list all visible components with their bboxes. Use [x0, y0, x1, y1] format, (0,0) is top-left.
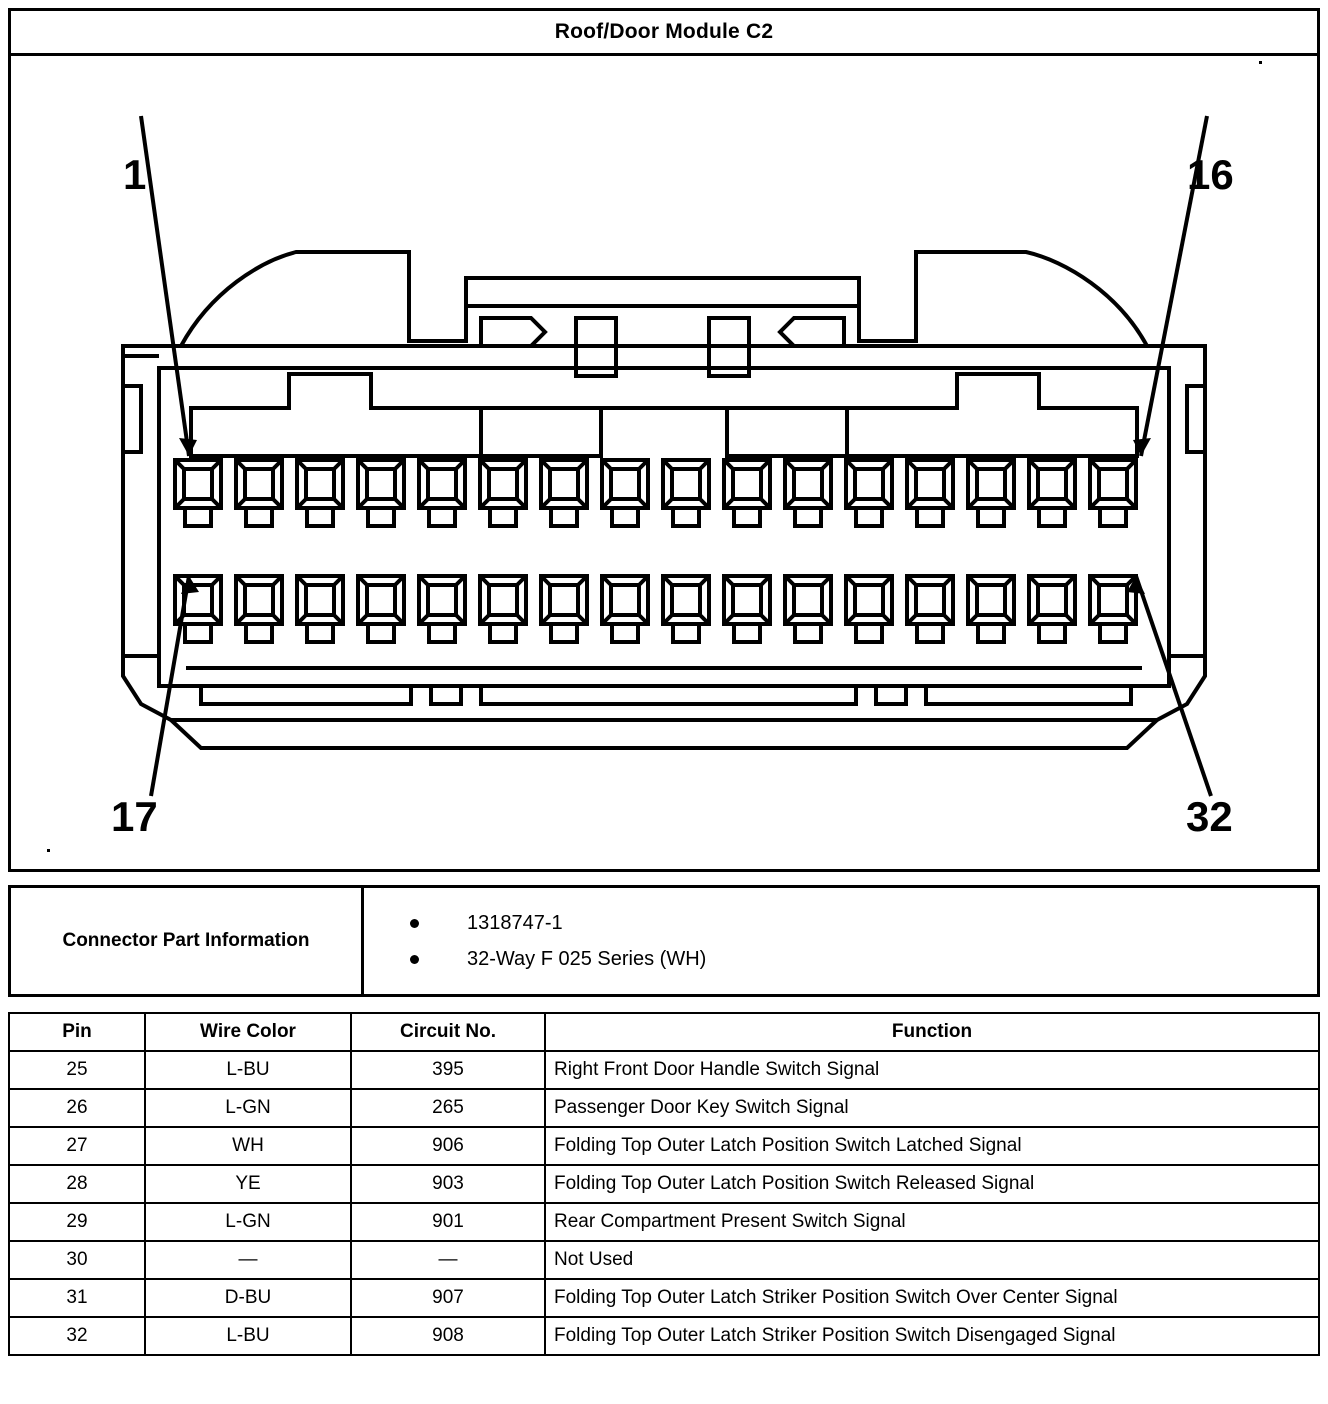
callout-pin-17: 17 [111, 793, 158, 840]
cell-pin: 25 [9, 1051, 145, 1089]
table-row [9, 1203, 1319, 1241]
connector-part-information-table [8, 885, 1320, 997]
callout-pin-1: 1 [123, 151, 147, 198]
cell-function: Passenger Door Key Switch Signal [545, 1089, 1319, 1127]
cell-function: Rear Compartment Present Switch Signal [545, 1203, 1319, 1241]
table-row [9, 1051, 1319, 1089]
cell-wire-color: WH [145, 1127, 351, 1165]
cell-function: Not Used [545, 1241, 1319, 1279]
diagram-title-bar [11, 11, 1317, 56]
cell-circuit: 906 [351, 1127, 545, 1165]
part-information-values [363, 887, 1319, 996]
callout-pin-32: 32 [1186, 793, 1233, 840]
cell-pin: 27 [9, 1127, 145, 1165]
cell-function: Folding Top Outer Latch Striker Position Switch Over Center Signal [545, 1279, 1319, 1317]
bullet-icon [410, 919, 419, 928]
illustration-frame [8, 8, 1320, 872]
cell-circuit: — [351, 1241, 545, 1279]
table-row [9, 1241, 1319, 1279]
cell-function: Folding Top Outer Latch Striker Position Switch Disengaged Signal [545, 1317, 1319, 1355]
cell-wire-color: L-BU [145, 1317, 351, 1355]
cell-circuit: 907 [351, 1279, 545, 1317]
cell-pin: 30 [9, 1241, 145, 1279]
cell-pin: 26 [9, 1089, 145, 1127]
cell-wire-color: L-BU [145, 1051, 351, 1089]
connector-illustration [11, 56, 1317, 872]
cell-wire-color: L-GN [145, 1203, 351, 1241]
column-header-pin: Pin [9, 1013, 145, 1051]
cell-function: Folding Top Outer Latch Position Switch Released Signal [545, 1165, 1319, 1203]
cell-circuit: 901 [351, 1203, 545, 1241]
part-number: 1318747-1 [467, 912, 563, 934]
cell-wire-color: D-BU [145, 1279, 351, 1317]
cell-function: Folding Top Outer Latch Position Switch Latched Signal [545, 1127, 1319, 1165]
cell-circuit: 903 [351, 1165, 545, 1203]
cell-circuit: 265 [351, 1089, 545, 1127]
callout-pin-16: 16 [1187, 151, 1234, 198]
table-row [9, 1165, 1319, 1203]
table-row [10, 887, 1319, 996]
cell-circuit: 395 [351, 1051, 545, 1089]
cell-circuit: 908 [351, 1317, 545, 1355]
page-title: Roof/Door Module C2 [554, 20, 774, 43]
cell-pin: 28 [9, 1165, 145, 1203]
cell-wire-color: YE [145, 1165, 351, 1203]
table-row [9, 1317, 1319, 1355]
cell-pin: 29 [9, 1203, 145, 1241]
cell-pin: 32 [9, 1317, 145, 1355]
table-header-row [9, 1013, 1319, 1051]
pin-function-table [8, 1012, 1320, 1356]
cell-pin: 31 [9, 1279, 145, 1317]
table-row [9, 1127, 1319, 1165]
list-item [410, 941, 1317, 977]
list-item [410, 905, 1317, 941]
bullet-icon [410, 955, 419, 964]
column-header-circuit-no: Circuit No. [351, 1013, 545, 1051]
cell-function: Right Front Door Handle Switch Signal [545, 1051, 1319, 1089]
table-row [9, 1089, 1319, 1127]
column-header-function: Function [545, 1013, 1319, 1051]
part-series: 32-Way F 025 Series (WH) [467, 948, 707, 970]
part-information-label: Connector Part Information [10, 887, 363, 996]
cell-wire-color: — [145, 1241, 351, 1279]
column-header-wire-color: Wire Color [145, 1013, 351, 1051]
table-row [9, 1279, 1319, 1317]
cell-wire-color: L-GN [145, 1089, 351, 1127]
